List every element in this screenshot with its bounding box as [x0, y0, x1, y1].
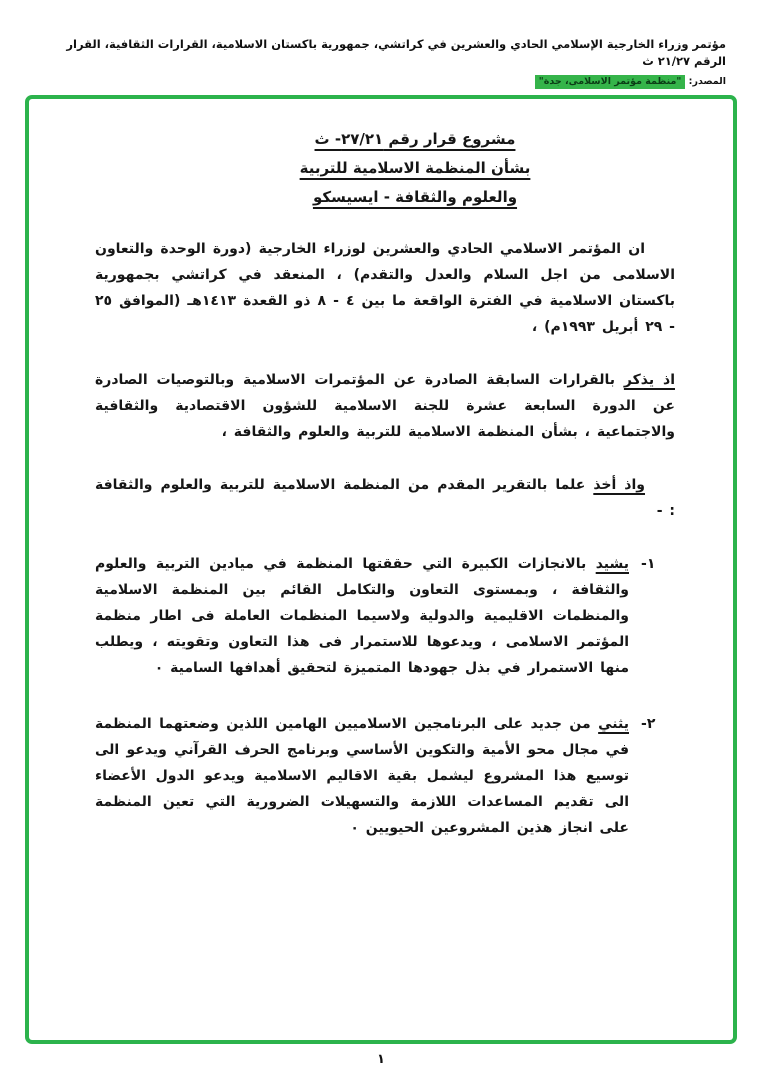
item-2-number: -٢	[641, 716, 656, 732]
noting-paragraph	[95, 472, 675, 524]
page-footer	[0, 1048, 762, 1067]
item-1-lead: يشيد	[595, 556, 629, 572]
noting-lead: واذ أخذ	[593, 477, 645, 493]
preamble-paragraph	[95, 236, 675, 340]
resolution-item-1	[95, 551, 675, 681]
item-2-body: من جديد على البرنامجين الاسلاميين الهامين اللذين وضعتهما المنظمة في مجال محو الأمية والتكوين الأساسي وبرنامج الحرف القرآني ويدعو الى توسيع هذا المشروع ليشمل بقية الاقاليم الاسلامية ويدعو الدول الأعضاء الى تقديم المساعدات اللازمة والتسهيلات الضرورية التي تعين المنظمة على انجاز هذين المشروعين الحيويين ٠	[95, 716, 629, 836]
title-line-2: بشأن المنظمة الاسلامية للتربية	[299, 159, 531, 177]
recalling-paragraph	[95, 367, 675, 445]
item-1-text	[95, 551, 629, 681]
recalling-text: بالقرارات السابقة الصادرة عن المؤتمرات الاسلامية وبالتوصيات الصادرة عن الدورة السابعة عشرة للجنة الاسلامية للشؤون الاقتصادية والثقافية والاجتماعية ، بشأن المنظمة الاسلامية للتربية والعلوم والثقافة ،	[95, 372, 675, 440]
item-1-number: -١	[641, 556, 656, 572]
document-header	[36, 36, 726, 87]
source-value-highlight: "منظمة مؤتمر الاسلامى، جدة"	[535, 75, 686, 89]
recalling-lead: اذ يذكر	[623, 372, 675, 388]
noting-text: علما بالتقرير المقدم من المنظمة الاسلامية للتربية والعلوم والثقافة : -	[95, 477, 675, 519]
green-border-frame	[25, 95, 737, 1044]
title-line-3: والعلوم والثقافة - ايسيسكو	[312, 188, 518, 206]
title-line-1: مشروع قرار رقم ٢٧/٢١- ث	[314, 130, 516, 148]
source-line	[36, 76, 726, 87]
item-2-lead: يثني	[598, 716, 629, 732]
header-citation-line: مؤتمر وزراء الخارجية الإسلامي الحادي والعشرين في كراتشي، جمهورية باكستان الاسلامية، القرارات الثقافية، القرار الرقم ٢١/٢٧ ث	[66, 37, 726, 69]
preamble-text: ان المؤتمر الاسلامي الحادي والعشرين لوزراء الخارجية (دورة الوحدة والتعاون الاسلامى من اجل السلام والعدل والتقدم) ، المنعقد في كراتشي بجمهورية باكستان الاسلامية في الفترة الواقعة ما بين ٤ - ٨ ذو القعدة ١٤١٣هـ (الموافق ٢٥ - ٢٩ أبريل ١٩٩٣م) ،	[95, 241, 675, 335]
resolution-title-block	[155, 125, 675, 212]
page-number: ١	[377, 1052, 385, 1067]
resolution-item-2	[95, 711, 675, 841]
item-1-body: بالانجازات الكبيرة التي حققتها المنظمة في ميادين التربية والعلوم والثقافة ، وبمستوى التعاون والتكامل القائم بين المنظمة الاسلامية والمنظمات الاقليمية والدولية ولاسيما المنظمات العاملة فى اطار منظمة المؤتمر الاسلامى ، ويدعوها للاستمرار فى هذا التعاون وتقويته ، ويطلب منها الاستمرار في بذل جهودها المتميزة لتحقيق أهدافها السامية ٠	[95, 556, 629, 676]
source-label: المصدر:	[685, 75, 726, 87]
item-2-text	[95, 711, 629, 841]
